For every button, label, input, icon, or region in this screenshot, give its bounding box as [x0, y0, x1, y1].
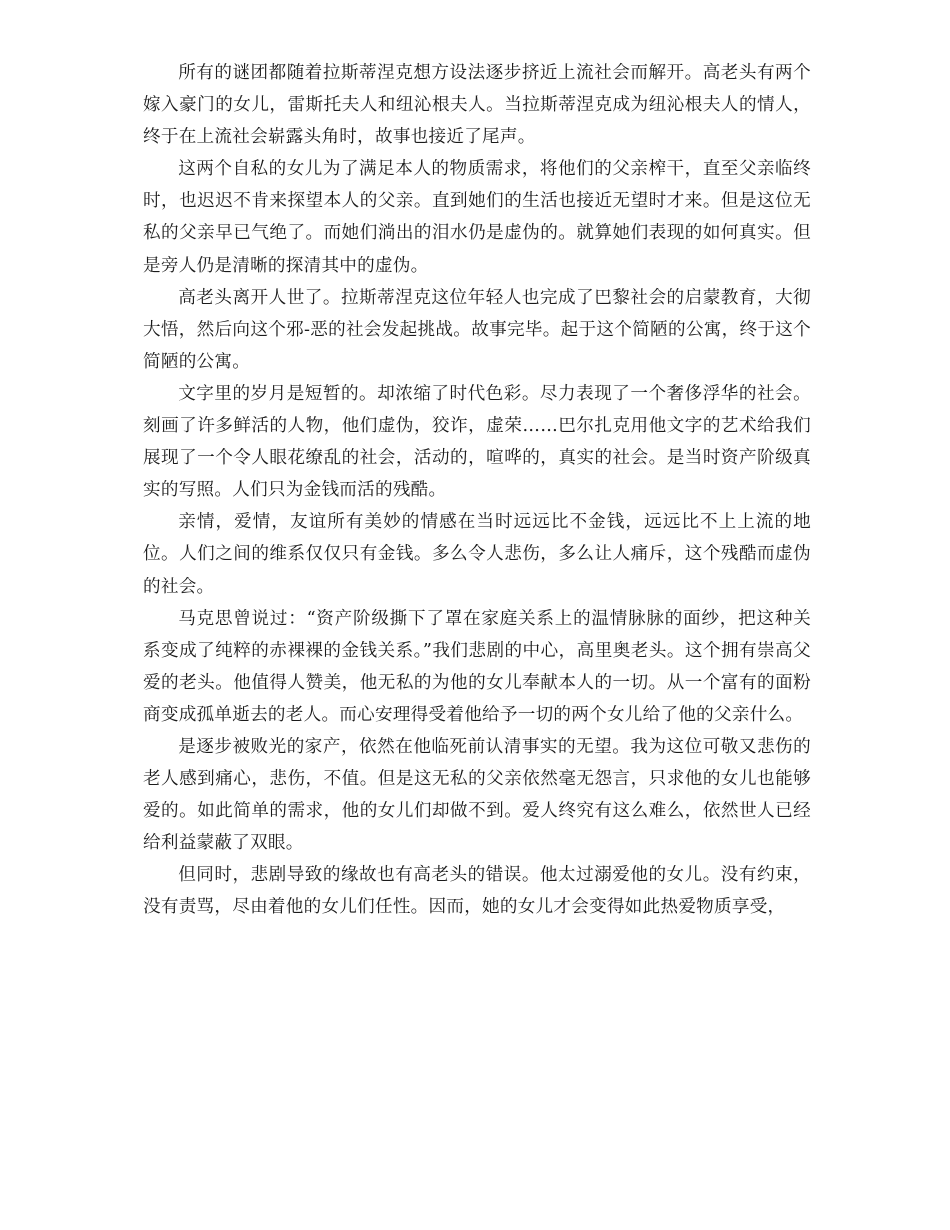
paragraph-2: 这两个自私的女儿为了满足本人的物质需求，将他们的父亲榨干，直至父亲临终时，也迟迟不肯来探望本人的父亲。直到她们的生活也接近无望时才来。但是这位无私的父亲早已气绝了。而她们淌出的泪水仍是虚伪的。就算她们表现的如何真实。但是旁人仍是清晰的探清其中的虚伪。 [143, 159, 811, 276]
paragraph-8: 但同时，悲剧导致的缘故也有高老头的错误。他太过溺爱他的女儿。没有约束，没有责骂，尽由着他的女儿们任性。因而，她的女儿才会变得如此热爱物质享受， [143, 865, 811, 918]
paragraph-3: 高老头离开人世了。拉斯蒂涅克这位年轻人也完成了巴黎社会的启蒙教育，大彻大悟，然后向这个邪-恶的社会发起挑战。故事完毕。起于这个简陋的公寓，终于这个简陋的公寓。 [143, 287, 811, 372]
paragraph-4: 文字里的岁月是短暂的。却浓缩了时代色彩。尽力表现了一个奢侈浮华的社会。刻画了许多鲜活的人物，他们虚伪，狡诈，虚荣……巴尔扎克用他文字的艺术给我们展现了一个令人眼花缭乱的社会，活动的，喧哗的，真实的社会。是当时资产阶级真实的写照。人们只为金钱而活的残酷。 [143, 383, 811, 501]
paragraph-7: 是逐步被败光的家产，依然在他临死前认清事实的无望。我为这位可敬又悲伤的老人感到痛心，悲伤，不值。但是这无私的父亲依然毫无怨言，只求他的女儿也能够爱的。如此简单的需求，他的女儿们却做不到。爱人终究有这么难么，依然世人已经给利益蒙蔽了双眼。 [143, 736, 811, 854]
paragraph-1: 所有的谜团都随着拉斯蒂涅克想方设法逐步挤近上流社会而解开。高老头有两个嫁入豪门的女儿，雷斯托夫人和纽沁根夫人。当拉斯蒂涅克成为纽沁根夫人的情人，终于在上流社会崭露头角时，故事也接近了尾声。 [143, 63, 811, 148]
document-body [143, 57, 811, 924]
paragraph-5: 亲情，爱情，友谊所有美妙的情感在当时远远比不金钱，远远比不上上流的地位。人们之间的维系仅仅只有金钱。多么令人悲伤，多么让人痛斥，这个残酷而虚伪的社会。 [143, 512, 811, 597]
paragraph-6: 马克思曾说过：“资产阶级撕下了罩在家庭关系上的温情脉脉的面纱，把这种关系变成了纯粹的赤裸裸的金钱关系。”我们悲剧的中心，高里奥老头。这个拥有崇高父爱的老头。他值得人赞美，他无私的为他的女儿奉献本人的一切。从一个富有的面粉商变成孤单逝去的老人。而心安理得受着他给予一切的两个女儿给了他的父亲什么。 [143, 608, 811, 725]
